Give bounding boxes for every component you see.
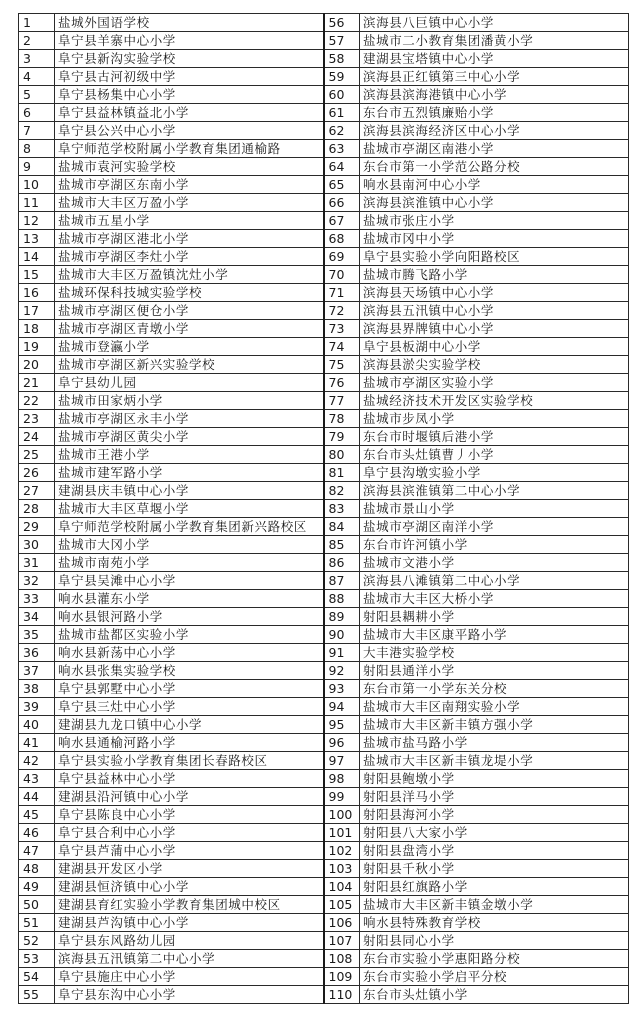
right-school-name: 盐城市大丰区新丰镇方强小学 [360, 716, 629, 734]
right-school-name: 响水县特殊教育学校 [360, 914, 629, 932]
left-school-name: 盐城市亭湖区李灶小学 [55, 248, 324, 266]
right-row-number: 81 [324, 464, 360, 482]
left-row-number: 44 [19, 788, 55, 806]
left-school-name: 盐城市亭湖区黄尖小学 [55, 428, 324, 446]
left-row-number: 49 [19, 878, 55, 896]
right-row-number: 96 [324, 734, 360, 752]
right-row-number: 69 [324, 248, 360, 266]
right-school-name: 滨海县淤尖实验学校 [360, 356, 629, 374]
right-school-name: 东台市第一小学东关分校 [360, 680, 629, 698]
right-school-name: 东台市许河镇小学 [360, 536, 629, 554]
left-row-number: 26 [19, 464, 55, 482]
table-row [19, 446, 629, 464]
right-school-name: 射阳县海河小学 [360, 806, 629, 824]
left-school-name: 盐城市登瀛小学 [55, 338, 324, 356]
table-row [19, 50, 629, 68]
left-school-name: 阜宁县杨集中心小学 [55, 86, 324, 104]
right-row-number: 59 [324, 68, 360, 86]
right-row-number: 95 [324, 716, 360, 734]
left-row-number: 29 [19, 518, 55, 536]
right-school-name: 盐城市大丰区南翔实验小学 [360, 698, 629, 716]
right-school-name: 盐城市亭湖区实验小学 [360, 374, 629, 392]
left-row-number: 24 [19, 428, 55, 446]
left-school-name: 阜宁县三灶中心小学 [55, 698, 324, 716]
left-school-name: 盐城市五星小学 [55, 212, 324, 230]
left-school-name: 阜宁县陈良中心小学 [55, 806, 324, 824]
right-row-number: 82 [324, 482, 360, 500]
table-row [19, 518, 629, 536]
right-school-name: 盐城市二小教育集团潘黄小学 [360, 32, 629, 50]
left-school-name: 盐城市亭湖区港北小学 [55, 230, 324, 248]
right-row-number: 105 [324, 896, 360, 914]
left-row-number: 46 [19, 824, 55, 842]
right-school-name: 盐城市张庄小学 [360, 212, 629, 230]
table-row [19, 860, 629, 878]
right-school-name: 东台市头灶镇小学 [360, 986, 629, 1004]
left-school-name: 滨海县五汛镇第二中心小学 [55, 950, 324, 968]
left-row-number: 36 [19, 644, 55, 662]
left-row-number: 12 [19, 212, 55, 230]
left-row-number: 3 [19, 50, 55, 68]
right-row-number: 65 [324, 176, 360, 194]
left-school-name: 阜宁师范学校附属小学教育集团新兴路校区 [55, 518, 324, 536]
left-row-number: 45 [19, 806, 55, 824]
left-row-number: 33 [19, 590, 55, 608]
table-row [19, 608, 629, 626]
right-row-number: 103 [324, 860, 360, 878]
right-school-name: 盐城市冈中小学 [360, 230, 629, 248]
right-school-name: 滨海县滨淮镇中心小学 [360, 194, 629, 212]
table-row [19, 986, 629, 1004]
left-school-name: 阜宁县芦蒲中心小学 [55, 842, 324, 860]
table-row [19, 968, 629, 986]
right-school-name: 东台市实验小学惠阳路分校 [360, 950, 629, 968]
right-school-name: 射阳县通洋小学 [360, 662, 629, 680]
right-school-name: 射阳县盘湾小学 [360, 842, 629, 860]
right-row-number: 94 [324, 698, 360, 716]
table-row [19, 158, 629, 176]
left-row-number: 40 [19, 716, 55, 734]
right-school-name: 建湖县宝塔镇中心小学 [360, 50, 629, 68]
left-school-name: 盐城市亭湖区便仓小学 [55, 302, 324, 320]
right-row-number: 104 [324, 878, 360, 896]
right-row-number: 85 [324, 536, 360, 554]
school-list-table [18, 13, 629, 1004]
right-row-number: 74 [324, 338, 360, 356]
left-school-name: 盐城市南苑小学 [55, 554, 324, 572]
left-school-name: 盐城市亭湖区东南小学 [55, 176, 324, 194]
right-row-number: 68 [324, 230, 360, 248]
left-row-number: 30 [19, 536, 55, 554]
left-school-name: 阜宁县实验小学教育集团长春路校区 [55, 752, 324, 770]
right-school-name: 响水县南河中心小学 [360, 176, 629, 194]
table-row [19, 464, 629, 482]
left-school-name: 阜宁县古河初级中学 [55, 68, 324, 86]
right-school-name: 盐城市文港小学 [360, 554, 629, 572]
right-school-name: 滨海县八滩镇第二中心小学 [360, 572, 629, 590]
right-school-name: 东台市第一小学范公路分校 [360, 158, 629, 176]
left-row-number: 20 [19, 356, 55, 374]
right-school-name: 东台市五烈镇廉贻小学 [360, 104, 629, 122]
left-row-number: 37 [19, 662, 55, 680]
right-row-number: 97 [324, 752, 360, 770]
right-school-name: 滨海县界牌镇中心小学 [360, 320, 629, 338]
right-row-number: 102 [324, 842, 360, 860]
right-row-number: 93 [324, 680, 360, 698]
table-row [19, 644, 629, 662]
table-row [19, 428, 629, 446]
right-school-name: 射阳县红旗路小学 [360, 878, 629, 896]
left-row-number: 11 [19, 194, 55, 212]
right-row-number: 76 [324, 374, 360, 392]
school-list-document [18, 13, 628, 1006]
right-school-name: 射阳县同心小学 [360, 932, 629, 950]
right-row-number: 84 [324, 518, 360, 536]
table-row [19, 572, 629, 590]
table-row [19, 482, 629, 500]
right-school-name: 盐城市景山小学 [360, 500, 629, 518]
right-school-name: 射阳县洋马小学 [360, 788, 629, 806]
left-school-name: 建湖县庆丰镇中心小学 [55, 482, 324, 500]
left-school-name: 盐城市亭湖区新兴实验学校 [55, 356, 324, 374]
right-school-name: 滨海县五汛镇中心小学 [360, 302, 629, 320]
right-school-name: 盐城市大丰区新丰镇龙堤小学 [360, 752, 629, 770]
right-row-number: 100 [324, 806, 360, 824]
right-school-name: 滨海县滨海经济区中心小学 [360, 122, 629, 140]
right-row-number: 86 [324, 554, 360, 572]
right-row-number: 60 [324, 86, 360, 104]
left-row-number: 23 [19, 410, 55, 428]
table-row [19, 302, 629, 320]
left-row-number: 19 [19, 338, 55, 356]
right-school-name: 盐城市大丰区新丰镇金墩小学 [360, 896, 629, 914]
left-row-number: 18 [19, 320, 55, 338]
right-row-number: 80 [324, 446, 360, 464]
left-school-name: 阜宁县合利中心小学 [55, 824, 324, 842]
table-row [19, 32, 629, 50]
left-row-number: 34 [19, 608, 55, 626]
table-row [19, 734, 629, 752]
left-row-number: 50 [19, 896, 55, 914]
table-row [19, 338, 629, 356]
left-row-number: 6 [19, 104, 55, 122]
left-row-number: 42 [19, 752, 55, 770]
table-row [19, 212, 629, 230]
left-school-name: 盐城市建军路小学 [55, 464, 324, 482]
table-row [19, 374, 629, 392]
left-row-number: 14 [19, 248, 55, 266]
table-row [19, 626, 629, 644]
left-row-number: 8 [19, 140, 55, 158]
table-row [19, 914, 629, 932]
left-school-name: 盐城市大冈小学 [55, 536, 324, 554]
left-school-name: 建湖县开发区小学 [55, 860, 324, 878]
left-school-name: 阜宁县新沟实验学校 [55, 50, 324, 68]
left-school-name: 响水县新荡中心小学 [55, 644, 324, 662]
right-school-name: 盐城市大丰区大桥小学 [360, 590, 629, 608]
left-school-name: 阜宁县吴滩中心小学 [55, 572, 324, 590]
table-row [19, 320, 629, 338]
left-school-name: 阜宁师范学校附属小学教育集团通榆路 [55, 140, 324, 158]
right-row-number: 73 [324, 320, 360, 338]
right-school-name: 阜宁县板湖中心小学 [360, 338, 629, 356]
left-row-number: 51 [19, 914, 55, 932]
right-school-name: 东台市实验小学启平分校 [360, 968, 629, 986]
left-school-name: 盐城市田家炳小学 [55, 392, 324, 410]
right-school-name: 东台市时堰镇后港小学 [360, 428, 629, 446]
right-school-name: 阜宁县沟墩实验小学 [360, 464, 629, 482]
table-row [19, 680, 629, 698]
left-school-name: 盐城市大丰区草堰小学 [55, 500, 324, 518]
right-row-number: 72 [324, 302, 360, 320]
right-school-name: 盐城市亭湖区南港小学 [360, 140, 629, 158]
right-row-number: 61 [324, 104, 360, 122]
left-row-number: 25 [19, 446, 55, 464]
right-row-number: 87 [324, 572, 360, 590]
left-school-name: 盐城外国语学校 [55, 14, 324, 32]
left-row-number: 22 [19, 392, 55, 410]
left-row-number: 54 [19, 968, 55, 986]
left-school-name: 盐城市王港小学 [55, 446, 324, 464]
right-row-number: 56 [324, 14, 360, 32]
left-school-name: 阜宁县东风路幼儿园 [55, 932, 324, 950]
right-row-number: 70 [324, 266, 360, 284]
right-row-number: 110 [324, 986, 360, 1004]
table-row [19, 662, 629, 680]
table-row [19, 878, 629, 896]
right-row-number: 101 [324, 824, 360, 842]
right-school-name: 滨海县正红镇第三中心小学 [360, 68, 629, 86]
right-row-number: 107 [324, 932, 360, 950]
left-school-name: 阜宁县益林镇益北小学 [55, 104, 324, 122]
table-row [19, 122, 629, 140]
right-school-name: 大丰港实验学校 [360, 644, 629, 662]
table-row [19, 176, 629, 194]
right-school-name: 东台市头灶镇曹丿小学 [360, 446, 629, 464]
left-school-name: 阜宁县幼儿园 [55, 374, 324, 392]
left-row-number: 52 [19, 932, 55, 950]
table-row [19, 356, 629, 374]
left-row-number: 38 [19, 680, 55, 698]
table-row [19, 68, 629, 86]
table-row [19, 284, 629, 302]
right-school-name: 滨海县天场镇中心小学 [360, 284, 629, 302]
table-row [19, 770, 629, 788]
left-row-number: 32 [19, 572, 55, 590]
left-row-number: 15 [19, 266, 55, 284]
left-school-name: 响水县张集实验学校 [55, 662, 324, 680]
table-row [19, 536, 629, 554]
right-school-name: 射阳县耦耕小学 [360, 608, 629, 626]
left-row-number: 31 [19, 554, 55, 572]
left-row-number: 28 [19, 500, 55, 518]
table-row [19, 932, 629, 950]
left-school-name: 阜宁县公兴中心小学 [55, 122, 324, 140]
left-school-name: 响水县通榆河路小学 [55, 734, 324, 752]
left-row-number: 17 [19, 302, 55, 320]
left-row-number: 21 [19, 374, 55, 392]
table-row [19, 230, 629, 248]
left-school-name: 响水县银河路小学 [55, 608, 324, 626]
left-school-name: 盐城环保科技城实验学校 [55, 284, 324, 302]
table-row [19, 950, 629, 968]
right-row-number: 78 [324, 410, 360, 428]
right-school-name: 滨海县八巨镇中心小学 [360, 14, 629, 32]
left-row-number: 27 [19, 482, 55, 500]
right-school-name: 射阳县千秋小学 [360, 860, 629, 878]
table-row [19, 86, 629, 104]
left-row-number: 4 [19, 68, 55, 86]
left-row-number: 43 [19, 770, 55, 788]
table-row [19, 788, 629, 806]
right-row-number: 57 [324, 32, 360, 50]
left-row-number: 7 [19, 122, 55, 140]
right-row-number: 89 [324, 608, 360, 626]
right-row-number: 75 [324, 356, 360, 374]
left-row-number: 55 [19, 986, 55, 1004]
left-row-number: 47 [19, 842, 55, 860]
left-row-number: 53 [19, 950, 55, 968]
left-school-name: 阜宁县施庄中心小学 [55, 968, 324, 986]
table-row [19, 392, 629, 410]
left-row-number: 2 [19, 32, 55, 50]
right-row-number: 91 [324, 644, 360, 662]
right-school-name: 滨海县滨海港镇中心小学 [360, 86, 629, 104]
right-school-name: 盐城市腾飞路小学 [360, 266, 629, 284]
right-row-number: 90 [324, 626, 360, 644]
right-row-number: 67 [324, 212, 360, 230]
left-school-name: 阜宁县东沟中心小学 [55, 986, 324, 1004]
left-row-number: 35 [19, 626, 55, 644]
table-row [19, 554, 629, 572]
right-row-number: 58 [324, 50, 360, 68]
right-row-number: 63 [324, 140, 360, 158]
right-row-number: 64 [324, 158, 360, 176]
right-row-number: 71 [324, 284, 360, 302]
right-row-number: 99 [324, 788, 360, 806]
table-row [19, 896, 629, 914]
right-row-number: 62 [324, 122, 360, 140]
table-body [19, 14, 629, 1004]
left-school-name: 建湖县九龙口镇中心小学 [55, 716, 324, 734]
left-school-name: 盐城市盐都区实验小学 [55, 626, 324, 644]
left-row-number: 41 [19, 734, 55, 752]
table-row [19, 842, 629, 860]
left-row-number: 5 [19, 86, 55, 104]
table-row [19, 104, 629, 122]
table-row [19, 248, 629, 266]
left-row-number: 13 [19, 230, 55, 248]
left-school-name: 建湖县育红实验小学教育集团城中校区 [55, 896, 324, 914]
table-row [19, 698, 629, 716]
right-row-number: 92 [324, 662, 360, 680]
left-row-number: 39 [19, 698, 55, 716]
table-row [19, 590, 629, 608]
left-row-number: 9 [19, 158, 55, 176]
right-row-number: 79 [324, 428, 360, 446]
table-row [19, 716, 629, 734]
right-school-name: 滨海县滨淮镇第二中心小学 [360, 482, 629, 500]
left-row-number: 16 [19, 284, 55, 302]
left-school-name: 盐城市大丰区万盈镇沈灶小学 [55, 266, 324, 284]
table-row [19, 14, 629, 32]
left-school-name: 盐城市亭湖区永丰小学 [55, 410, 324, 428]
right-school-name: 盐城经济技术开发区实验学校 [360, 392, 629, 410]
right-school-name: 盐城市亭湖区南洋小学 [360, 518, 629, 536]
left-school-name: 建湖县芦沟镇中心小学 [55, 914, 324, 932]
table-row [19, 806, 629, 824]
right-school-name: 盐城市步凤小学 [360, 410, 629, 428]
left-school-name: 建湖县沿河镇中心小学 [55, 788, 324, 806]
left-school-name: 响水县灌东小学 [55, 590, 324, 608]
right-school-name: 盐城市大丰区康平路小学 [360, 626, 629, 644]
left-row-number: 48 [19, 860, 55, 878]
table-row [19, 194, 629, 212]
right-row-number: 77 [324, 392, 360, 410]
table-row [19, 824, 629, 842]
right-row-number: 109 [324, 968, 360, 986]
left-school-name: 盐城市袁河实验学校 [55, 158, 324, 176]
right-school-name: 射阳县鲍墩小学 [360, 770, 629, 788]
left-school-name: 盐城市大丰区万盈小学 [55, 194, 324, 212]
right-row-number: 83 [324, 500, 360, 518]
table-row [19, 752, 629, 770]
left-school-name: 盐城市亭湖区青墩小学 [55, 320, 324, 338]
right-school-name: 阜宁县实验小学向阳路校区 [360, 248, 629, 266]
table-row [19, 140, 629, 158]
right-row-number: 66 [324, 194, 360, 212]
left-school-name: 阜宁县益林中心小学 [55, 770, 324, 788]
left-school-name: 建湖县恒济镇中心小学 [55, 878, 324, 896]
table-row [19, 410, 629, 428]
right-row-number: 106 [324, 914, 360, 932]
right-row-number: 88 [324, 590, 360, 608]
table-row [19, 500, 629, 518]
right-school-name: 射阳县八大家小学 [360, 824, 629, 842]
right-school-name: 盐城市盐马路小学 [360, 734, 629, 752]
left-school-name: 阜宁县羊寨中心小学 [55, 32, 324, 50]
table-row [19, 266, 629, 284]
left-row-number: 1 [19, 14, 55, 32]
right-row-number: 108 [324, 950, 360, 968]
right-row-number: 98 [324, 770, 360, 788]
left-row-number: 10 [19, 176, 55, 194]
left-school-name: 阜宁县郭墅中心小学 [55, 680, 324, 698]
